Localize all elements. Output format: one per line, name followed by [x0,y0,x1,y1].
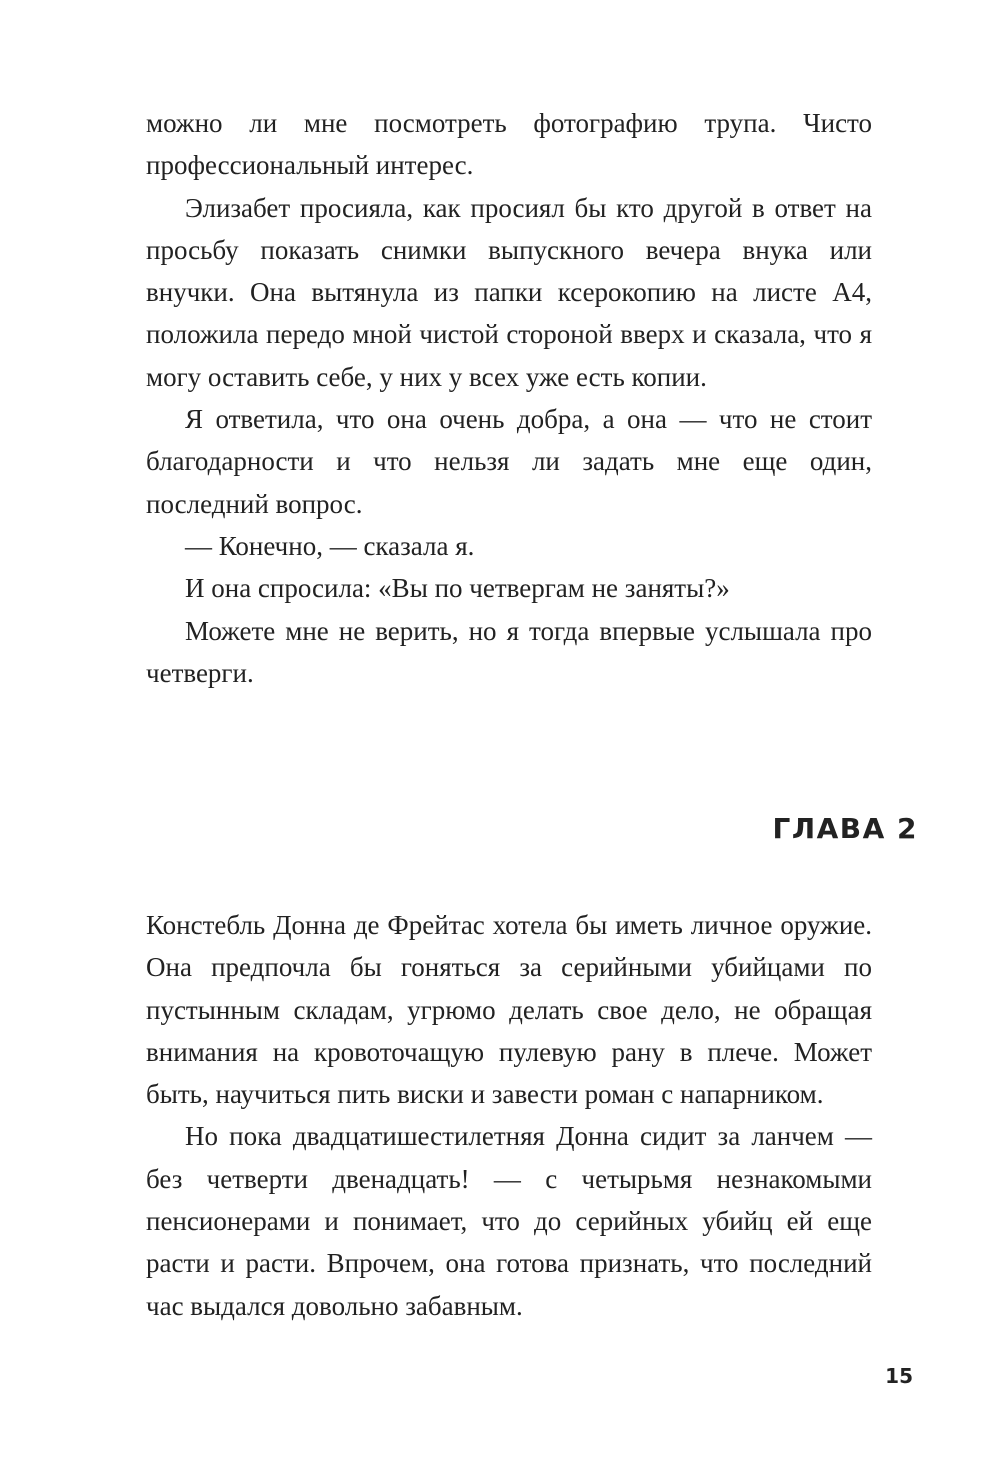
paragraph: Можете мне не верить, но я тогда впервые услышала про четверги. [146,615,872,688]
paragraph: Я ответила, что она очень добра, а она — что не стоит благодарности и что нельзя ли задать мне еще один, последний вопрос. [146,404,872,519]
paragraph: можно ли мне посмотреть фотографию трупа. Чисто профессиональный интерес. [146,108,872,181]
text-section-2 [146,904,872,1327]
paragraph: Элизабет просияла, как просиял бы кто другой в ответ на просьбу показать снимки выпускного вечера внука или внучки. Она вытянула из папки ксерокопию на листе А4, положила передо мной чистой стороной вверх и сказала, что я могу оставить себе, у них у всех уже есть копии. [146,192,872,392]
paragraph: — Конечно, — сказала я. [185,530,475,561]
chapter-heading: ГЛАВА 2 [772,812,918,845]
text-section-1 [146,102,872,694]
page-number: 15 [885,1364,913,1388]
paragraph: Констебль Донна де Фрейтас хотела бы иметь личное оружие. Она предпочла бы гоняться за серийными убийцами по пустынным складам, угрюмо делать свое дело, не обращая внимания на кровоточащую пулевую рану в плече. Может быть, научиться пить виски и завести роман с напарником. [146,910,872,1110]
paragraph: И она спросила: «Вы по четвергам не заняты?» [185,573,730,604]
paragraph: Но пока двадцатишестилетняя Донна сидит за ланчем — без четверти двенадцать! — с четырьмя незнакомыми пенсионерами и понимает, что до серийных убийц ей еще расти и расти. Впрочем, она готова признать, что последний час выдался довольно забавным. [146,1121,872,1321]
